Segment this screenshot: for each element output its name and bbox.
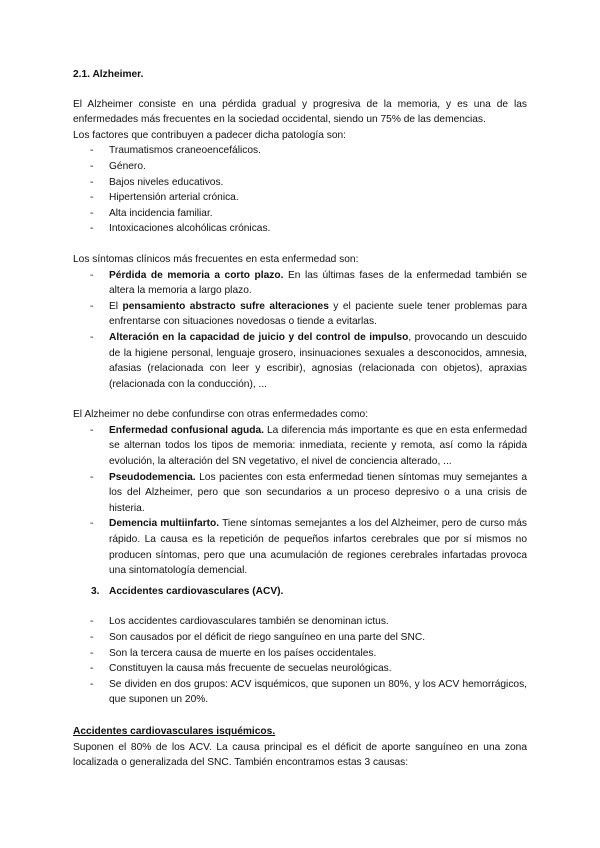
differential-intro: El Alzheimer no debe confundirse con otras enfermedades como: <box>73 409 369 421</box>
list-item: - Hipertensión arterial crónica. <box>73 190 527 206</box>
symptom-term: Alteración en la capacidad de juicio y del control de impulso <box>109 331 409 343</box>
section-heading: 2.1. Alzheimer. <box>73 69 144 80</box>
symptoms-intro: Los síntomas clínicos más frecuentes en esta enfermedad son: <box>73 253 359 265</box>
list-item: - Traumatismos craneoencefálicos. <box>73 143 527 159</box>
list-item: - Los accidentes cardiovasculares también se denominan ictus. <box>73 614 527 630</box>
symptom-term: pensamiento abstracto sufre alteraciones <box>122 300 329 312</box>
factors-list <box>73 143 527 237</box>
differential-term: Pseudodemencia. <box>109 471 196 483</box>
list-item: - Constituyen la causa más frecuente de secuelas neurológicas. <box>73 661 527 677</box>
differentials-list <box>73 423 527 579</box>
list-item <box>73 330 527 392</box>
final-paragraph: Suponen el 80% de los ACV. La causa principal es el déficit de aporte sanguíneo en una zona localizada o generalizada del SNC. También encontramos estas 3 causas: <box>73 741 527 769</box>
list-item <box>73 470 527 517</box>
list-item: - Intoxicaciones alcohólicas crónicas. <box>73 221 527 237</box>
list-item: - Se dividen en dos grupos: ACV isquémicos, que suponen un 80%, y los ACV hemorrágicos, que suponen un 20%. <box>73 677 527 708</box>
list-item: - Género. <box>73 159 527 175</box>
section3-title: Accidentes cardiovasculares (ACV). <box>109 585 284 597</box>
list-item: - Alta incidencia familiar. <box>73 206 527 222</box>
symptoms-list <box>73 268 527 393</box>
list-item <box>73 299 527 330</box>
symptom-text: En las últimas fases de la enfermedad también se altera la memoria a largo plazo. <box>109 269 527 297</box>
factors-intro: Los factores que contribuyen a padecer dicha patología son: <box>73 129 346 141</box>
differential-text: Los pacientes con esta enfermedad tienen síntomas muy semejantes a los del Alzheimer, pero que son secundarios a un proceso depresivo o a una crisis de histeria. <box>109 471 527 514</box>
differential-text: La diferencia más importante es que en esta enfermedad se alternan todos los tipos de memoria: inmediata, reciente y remota, así como la rápida evolución, la alteración del SN vegetativo, el nivel de conciencia alterado, ... <box>109 424 527 468</box>
differential-term: Demencia multiinfarto. <box>109 518 220 530</box>
list-item <box>73 423 527 470</box>
symptom-text: y el paciente suele tener problemas para enfrentarse con situaciones novedosas o tiende a evitarlas. <box>109 300 527 328</box>
list-item: - Bajos niveles educativos. <box>73 175 527 191</box>
symptom-term: Pérdida de memoria a corto plazo. <box>109 269 284 281</box>
list-item: - Son causados por el déficit de riego sanguíneo en una parte del SNC. <box>73 630 527 646</box>
intro-paragraph: El Alzheimer consiste en una pérdida gradual y progresiva de la memoria, y es una de las enfermedades más frecuentes en la sociedad occidental, siendo un 75% de las demencias. <box>73 98 527 126</box>
symptom-text: , provocando un descuido de la higiene personal, lenguaje grosero, insinuaciones sexuales a desconocidos, amnesia, afasias (relacionada con leer y escribir), agnosias (relacionada con objetos), apraxias (relacionada con la conducción), ... <box>109 331 527 390</box>
section3-heading <box>73 584 527 600</box>
section3-number: 3. <box>91 585 100 597</box>
list-item: - Son la tercera causa de muerte en los países occidentales. <box>73 646 527 662</box>
page-content <box>73 67 527 771</box>
list-item <box>73 268 527 299</box>
subheading: Accidentes cardiovasculares isquémicos. <box>73 725 276 737</box>
acv-list <box>73 614 527 708</box>
differential-text: Tiene síntomas semejantes a los del Alzheimer, pero de curso más rápido. La causa es la repetición de pequeños infartos cerebrales que por sí mismos no producen síntomas, pero que una acumulación de regiones cerebrales infartadas provoca una sintomatología demencial. <box>109 518 527 577</box>
differential-term: Enfermedad confusional aguda. <box>109 424 264 436</box>
symptom-prefix: El <box>109 300 123 312</box>
list-item <box>73 516 527 578</box>
